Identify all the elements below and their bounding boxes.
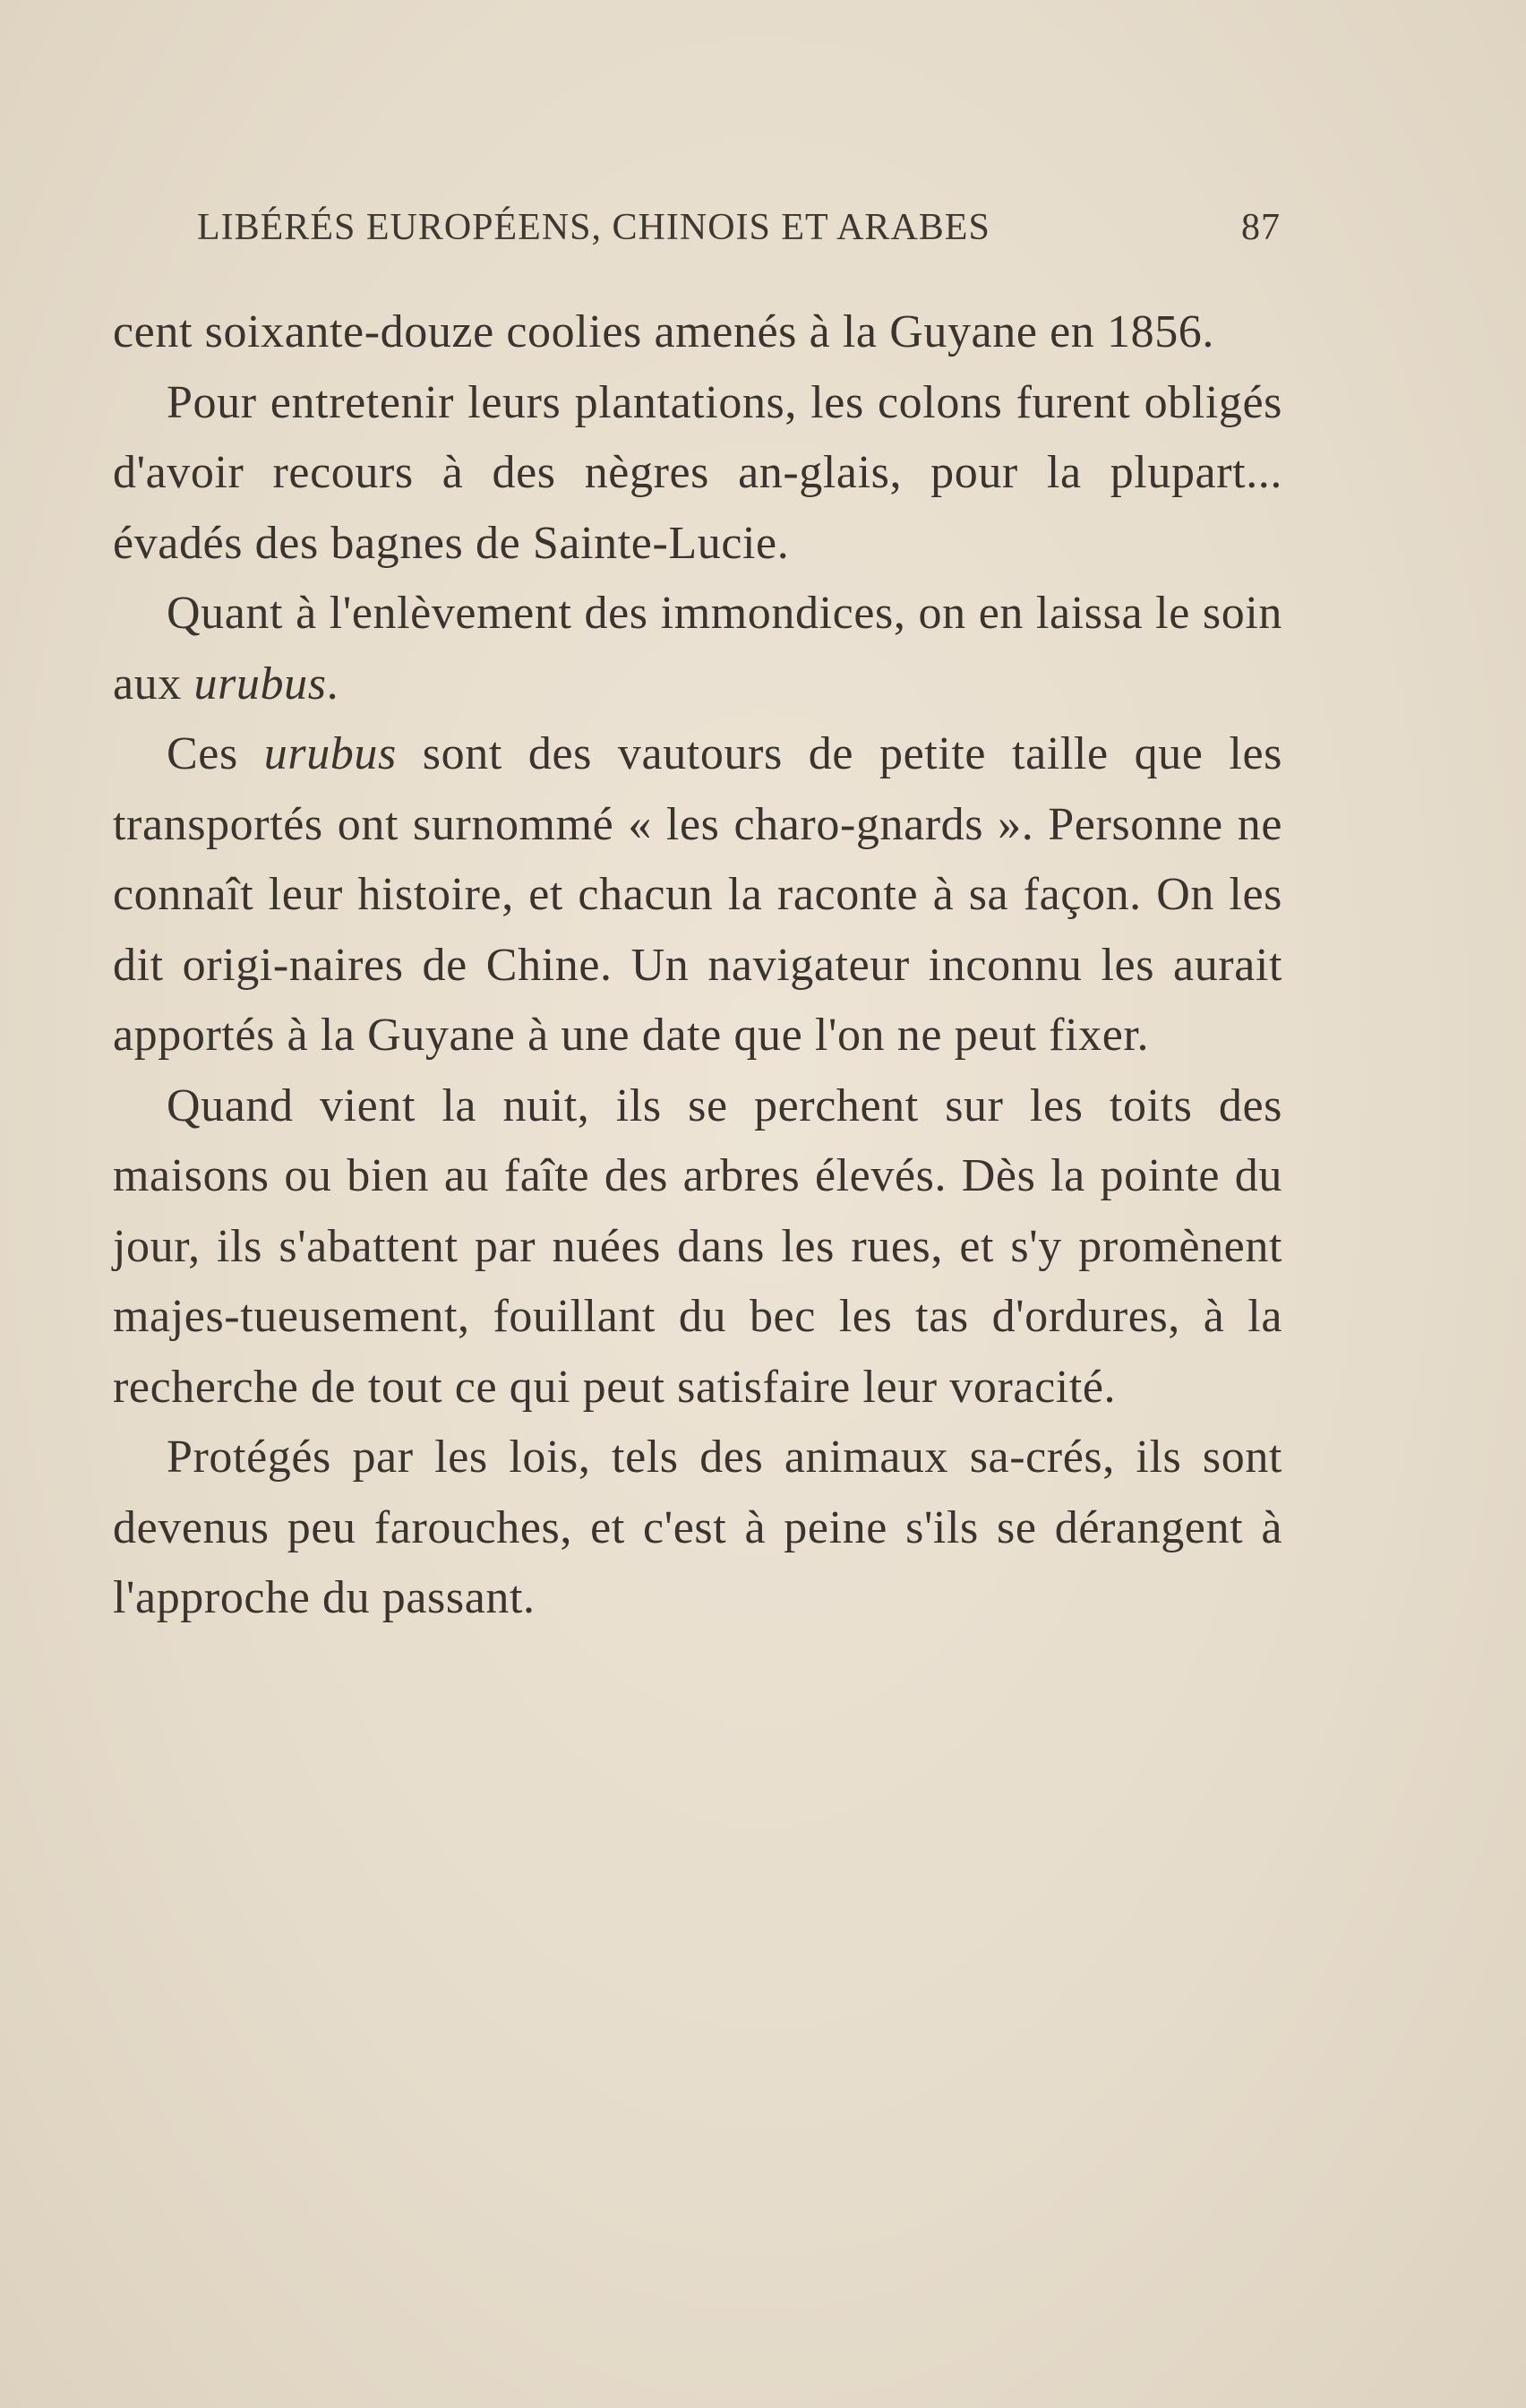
page-number: 87 bbox=[1241, 207, 1281, 248]
text-segment: sont des vautours de petite taille que les transportés ont surnommé « les charo-gnards ». Personne ne connaît leur histoire, et chacun la raconte à sa façon. On les dit origi-naires de Chine. Un navigateur inconnu les aurait apportés à la Guyane à une date que l'on ne peut fixer. bbox=[113, 728, 1282, 1061]
paragraph bbox=[113, 579, 1282, 719]
running-title: LIBÉRÉS EUROPÉENS, CHINOIS ET ARABES bbox=[197, 207, 990, 248]
text-segment: . bbox=[326, 658, 339, 710]
paragraph bbox=[113, 297, 1282, 368]
body-text bbox=[113, 297, 1282, 1634]
text-segment: Ces bbox=[167, 728, 264, 779]
running-header bbox=[197, 206, 1281, 260]
italic-term: urubus bbox=[263, 728, 397, 779]
paragraph bbox=[113, 1071, 1282, 1423]
text-segment: cent soixante-douze coolies amenés à la Guyane en 1856. bbox=[113, 306, 1214, 357]
text-segment: Quand vient la nuit, ils se perchent sur les toits des maisons ou bien au faîte des arbres élevés. Dès la pointe du jour, ils s'abattent par nuées dans les rues, et s'y promènent majes-tueusement, fouillant du bec les tas d'ordures, à la recherche de tout ce qui peut satisfaire leur voracité. bbox=[113, 1079, 1282, 1413]
paragraph bbox=[113, 368, 1282, 580]
paragraph bbox=[113, 1423, 1282, 1634]
text-segment: Quant à l'enlèvement des immondices, on en laissa le soin aux bbox=[113, 588, 1282, 710]
text-segment: Protégés par les lois, tels des animaux sa-crés, ils sont devenus peu farouches, et c'est à peine s'ils se dérangent à l'approche du passant. bbox=[113, 1432, 1282, 1623]
italic-term: urubus bbox=[193, 658, 327, 710]
paragraph bbox=[113, 719, 1282, 1071]
text-segment: Pour entretenir leurs plantations, les colons furent obligés d'avoir recours à des nègres an-glais, pour la plupart... évadés des bagnes de Sainte-Lucie. bbox=[113, 376, 1282, 569]
